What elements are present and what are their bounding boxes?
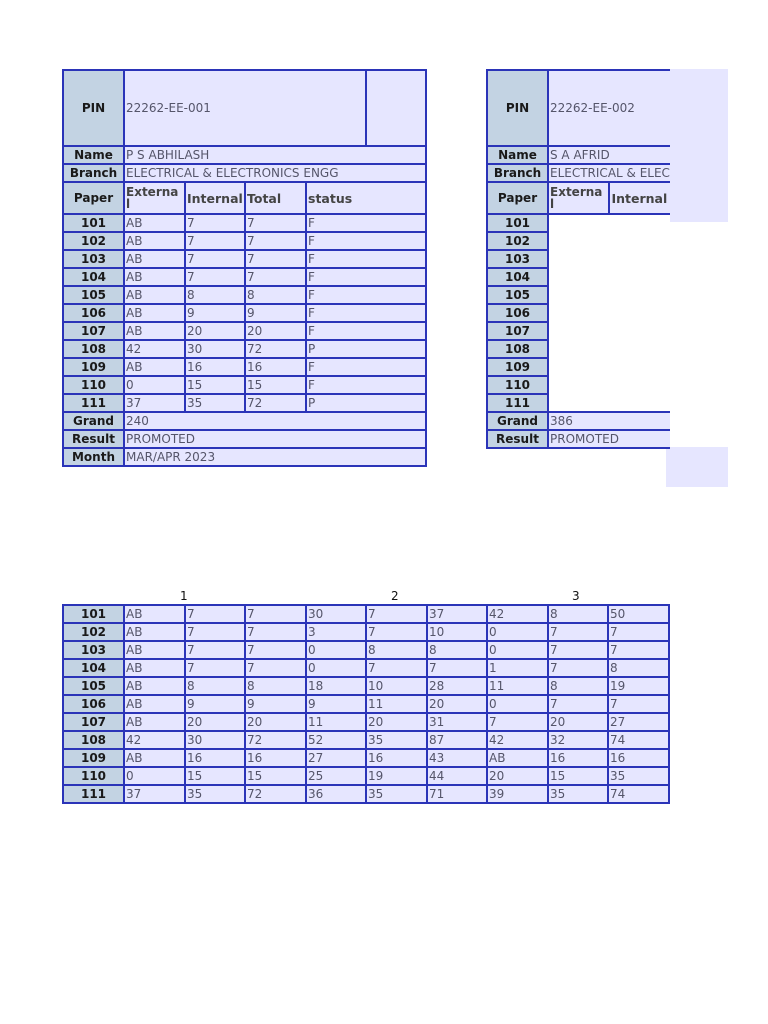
external-mark: AB — [124, 286, 185, 304]
total-mark: 15 — [245, 376, 306, 394]
paper-header: Paper — [63, 182, 124, 214]
mark-cell: 44 — [427, 767, 487, 785]
status-value: F — [306, 376, 426, 394]
mark-cell: AB — [124, 749, 185, 767]
mark-cell: AB — [124, 659, 185, 677]
mark-cell: AB — [124, 713, 185, 731]
mark-cell: 7 — [245, 659, 306, 677]
mark-row — [63, 286, 426, 304]
result-value: PROMOTED — [124, 430, 426, 448]
paper-code: 110 — [63, 376, 124, 394]
mark-cell: 7 — [548, 659, 608, 677]
mark-row — [63, 304, 426, 322]
mark-cell: 27 — [608, 713, 669, 731]
pin-row — [63, 70, 426, 146]
external-mark: 0 — [124, 376, 185, 394]
mark-row — [487, 214, 670, 232]
mark-cell: AB — [124, 695, 185, 713]
internal-mark: 7 — [185, 250, 245, 268]
paper-code: 105 — [63, 286, 124, 304]
summary-row — [63, 785, 669, 803]
mark-cell: 20 — [427, 695, 487, 713]
mark-cell: 19 — [366, 767, 427, 785]
total-mark: 16 — [245, 358, 306, 376]
mark-cell: 37 — [124, 785, 185, 803]
mark-cell: 28 — [427, 677, 487, 695]
branch-row — [63, 164, 426, 182]
total-mark: 72 — [245, 394, 306, 412]
paper-code: 102 — [487, 232, 548, 250]
paper-code: 108 — [63, 340, 124, 358]
internal-header: Internal — [185, 182, 245, 214]
mark-cell: 0 — [124, 767, 185, 785]
internal-mark: 8 — [185, 286, 245, 304]
summary-row — [63, 677, 669, 695]
grand-label: Grand — [63, 412, 124, 430]
mark-cell: 0 — [306, 641, 366, 659]
mark-cell: AB — [124, 641, 185, 659]
mark-cell: 72 — [245, 731, 306, 749]
mark-cell: 52 — [306, 731, 366, 749]
mark-cell: 20 — [487, 767, 548, 785]
mark-cell: 43 — [427, 749, 487, 767]
external-mark: 37 — [124, 394, 185, 412]
external-header: Externa l — [124, 182, 185, 214]
mark-cell: 42 — [124, 731, 185, 749]
paper-code: 111 — [63, 394, 124, 412]
paper-code: 102 — [63, 623, 124, 641]
external-mark: AB — [124, 232, 185, 250]
branch-label: Branch — [487, 164, 548, 182]
summary-row — [63, 659, 669, 677]
card2-header-fill — [666, 69, 728, 222]
internal-mark: 20 — [185, 322, 245, 340]
internal-mark: 7 — [185, 232, 245, 250]
mark-cell: 9 — [245, 695, 306, 713]
mark-cell: 8 — [366, 641, 427, 659]
internal-mark: 7 — [185, 268, 245, 286]
summary-row — [63, 641, 669, 659]
column-header-row — [63, 182, 426, 214]
paper-code: 110 — [63, 767, 124, 785]
mark-cell: 7 — [548, 623, 608, 641]
paper-code: 105 — [63, 677, 124, 695]
status-value: F — [306, 304, 426, 322]
mark-cell: 15 — [548, 767, 608, 785]
mark-cell: 7 — [366, 605, 427, 623]
mark-cell: 16 — [608, 749, 669, 767]
paper-code: 111 — [487, 394, 548, 412]
total-mark: 8 — [245, 286, 306, 304]
mark-cell: 35 — [608, 767, 669, 785]
status-value: F — [306, 268, 426, 286]
mark-cell: 35 — [548, 785, 608, 803]
paper-code: 101 — [63, 214, 124, 232]
mark-cell: 7 — [427, 659, 487, 677]
result-row — [63, 430, 426, 448]
external-mark: AB — [124, 358, 185, 376]
external-mark: 42 — [124, 340, 185, 358]
pin-label: PIN — [487, 70, 548, 146]
blank-marks-area — [548, 214, 670, 412]
mark-cell: 10 — [427, 623, 487, 641]
mark-cell: AB — [124, 677, 185, 695]
mark-cell: 20 — [245, 713, 306, 731]
grand-value: 386 — [548, 412, 670, 430]
paper-code: 104 — [63, 268, 124, 286]
mark-cell: 42 — [487, 605, 548, 623]
paper-code: 109 — [63, 749, 124, 767]
name-value: S A AFRID — [548, 146, 670, 164]
mark-cell: 30 — [306, 605, 366, 623]
paper-code: 104 — [487, 268, 548, 286]
result-card-2 — [486, 69, 670, 449]
mark-cell: 9 — [185, 695, 245, 713]
mark-cell: 42 — [487, 731, 548, 749]
status-value: F — [306, 358, 426, 376]
mark-cell: 35 — [185, 785, 245, 803]
mark-cell: 0 — [487, 641, 548, 659]
paper-code: 109 — [63, 358, 124, 376]
paper-code: 102 — [63, 232, 124, 250]
mark-cell: 74 — [608, 731, 669, 749]
paper-code: 107 — [487, 322, 548, 340]
mark-cell: 7 — [185, 641, 245, 659]
total-mark: 7 — [245, 214, 306, 232]
pin-blank-cell — [366, 70, 426, 146]
name-label: Name — [63, 146, 124, 164]
mark-cell: 35 — [366, 785, 427, 803]
mark-cell: 0 — [487, 695, 548, 713]
paper-code: 105 — [487, 286, 548, 304]
internal-mark: 7 — [185, 214, 245, 232]
status-value: F — [306, 322, 426, 340]
summary-row — [63, 713, 669, 731]
paper-code: 103 — [63, 641, 124, 659]
branch-value: ELECTRICAL & ELEC — [548, 164, 670, 182]
mark-row — [63, 250, 426, 268]
mark-cell: 16 — [245, 749, 306, 767]
internal-mark: 35 — [185, 394, 245, 412]
pin-value: 22262-EE-001 — [124, 70, 366, 146]
paper-code: 110 — [487, 376, 548, 394]
internal-mark: 15 — [185, 376, 245, 394]
pin-value: 22262-EE-002 — [548, 70, 670, 146]
result-label: Result — [63, 430, 124, 448]
month-value: MAR/APR 2023 — [124, 448, 426, 466]
mark-cell: 8 — [608, 659, 669, 677]
total-mark: 72 — [245, 340, 306, 358]
mark-row — [63, 340, 426, 358]
mark-cell: 8 — [185, 677, 245, 695]
status-value: F — [306, 214, 426, 232]
result-card-1 — [62, 69, 427, 467]
total-mark: 7 — [245, 268, 306, 286]
mark-cell: 87 — [427, 731, 487, 749]
paper-code: 106 — [487, 304, 548, 322]
mark-cell: 11 — [366, 695, 427, 713]
mark-cell: 7 — [366, 659, 427, 677]
paper-code: 111 — [63, 785, 124, 803]
status-value: F — [306, 232, 426, 250]
paper-code: 106 — [63, 304, 124, 322]
total-mark: 7 — [245, 232, 306, 250]
paper-code: 107 — [63, 322, 124, 340]
external-mark: AB — [124, 304, 185, 322]
total-mark: 7 — [245, 250, 306, 268]
external-mark: AB — [124, 214, 185, 232]
mark-row — [63, 214, 426, 232]
external-header: Externa l — [548, 182, 609, 214]
mark-cell: AB — [124, 623, 185, 641]
branch-label: Branch — [63, 164, 124, 182]
external-mark: AB — [124, 250, 185, 268]
internal-header: Internal — [609, 182, 669, 214]
mark-cell: 8 — [245, 677, 306, 695]
mark-row — [63, 394, 426, 412]
mark-cell: AB — [124, 605, 185, 623]
summary-row — [63, 749, 669, 767]
mark-cell: 11 — [306, 713, 366, 731]
mark-cell: 35 — [366, 731, 427, 749]
status-value: P — [306, 340, 426, 358]
mark-cell: 7 — [608, 623, 669, 641]
mark-cell: 11 — [487, 677, 548, 695]
mark-cell: 15 — [185, 767, 245, 785]
mark-cell: 37 — [427, 605, 487, 623]
result-label: Result — [487, 430, 548, 448]
paper-code: 101 — [63, 605, 124, 623]
status-value: P — [306, 394, 426, 412]
mark-cell: 9 — [306, 695, 366, 713]
paper-code: 108 — [487, 340, 548, 358]
total-header: Total — [245, 182, 306, 214]
paper-code: 109 — [487, 358, 548, 376]
group-number-2: 2 — [391, 589, 399, 603]
mark-cell: 30 — [185, 731, 245, 749]
mark-cell: 20 — [366, 713, 427, 731]
status-value: F — [306, 286, 426, 304]
status-value: F — [306, 250, 426, 268]
mark-cell: 7 — [185, 659, 245, 677]
mark-cell: 10 — [366, 677, 427, 695]
summary-row — [63, 605, 669, 623]
name-row — [63, 146, 426, 164]
paper-code: 108 — [63, 731, 124, 749]
summary-row — [63, 695, 669, 713]
branch-value: ELECTRICAL & ELECTRONICS ENGG — [124, 164, 426, 182]
mark-row — [63, 322, 426, 340]
mark-cell: 36 — [306, 785, 366, 803]
mark-cell: AB — [487, 749, 548, 767]
mark-cell: 25 — [306, 767, 366, 785]
summary-row — [63, 731, 669, 749]
branch-row — [487, 164, 670, 182]
mark-cell: 7 — [185, 605, 245, 623]
paper-code: 101 — [487, 214, 548, 232]
mark-cell: 7 — [245, 641, 306, 659]
mark-row — [63, 358, 426, 376]
grand-row — [63, 412, 426, 430]
group-number-1: 1 — [180, 589, 188, 603]
summary-body — [63, 605, 669, 803]
external-mark: AB — [124, 322, 185, 340]
name-value: P S ABHILASH — [124, 146, 426, 164]
mark-cell: 7 — [487, 713, 548, 731]
mark-cell: 74 — [608, 785, 669, 803]
status-header: status — [306, 182, 426, 214]
mark-cell: 16 — [185, 749, 245, 767]
mark-cell: 50 — [608, 605, 669, 623]
paper-header: Paper — [487, 182, 548, 214]
mark-cell: 72 — [245, 785, 306, 803]
grand-label: Grand — [487, 412, 548, 430]
mark-cell: 19 — [608, 677, 669, 695]
internal-mark: 16 — [185, 358, 245, 376]
mark-cell: 3 — [306, 623, 366, 641]
paper-code: 107 — [63, 713, 124, 731]
mark-cell: 7 — [185, 623, 245, 641]
paper-code: 103 — [487, 250, 548, 268]
card1-body — [63, 70, 426, 466]
pin-row — [487, 70, 670, 146]
summary-row — [63, 623, 669, 641]
grand-row — [487, 412, 670, 430]
internal-mark: 30 — [185, 340, 245, 358]
result-value: PROMOTED — [548, 430, 670, 448]
pin-label: PIN — [63, 70, 124, 146]
mark-row — [63, 268, 426, 286]
column-header-row — [487, 182, 670, 214]
mark-row — [63, 232, 426, 250]
total-mark: 9 — [245, 304, 306, 322]
paper-code: 103 — [63, 250, 124, 268]
paper-code: 106 — [63, 695, 124, 713]
mark-cell: 39 — [487, 785, 548, 803]
mark-cell: 7 — [608, 641, 669, 659]
mark-cell: 7 — [245, 605, 306, 623]
mark-cell: 20 — [548, 713, 608, 731]
mark-cell: 0 — [487, 623, 548, 641]
mark-row — [63, 376, 426, 394]
name-row — [487, 146, 670, 164]
card2-footer-fill — [666, 447, 728, 487]
mark-cell: 7 — [608, 695, 669, 713]
mark-cell: 15 — [245, 767, 306, 785]
mark-cell: 7 — [548, 695, 608, 713]
mark-cell: 7 — [366, 623, 427, 641]
internal-mark: 9 — [185, 304, 245, 322]
mark-cell: 8 — [427, 641, 487, 659]
month-row — [63, 448, 426, 466]
mark-cell: 16 — [548, 749, 608, 767]
mark-cell: 7 — [548, 641, 608, 659]
summary-row — [63, 767, 669, 785]
mark-cell: 16 — [366, 749, 427, 767]
paper-code: 104 — [63, 659, 124, 677]
mark-cell: 8 — [548, 605, 608, 623]
mark-cell: 1 — [487, 659, 548, 677]
mark-cell: 27 — [306, 749, 366, 767]
mark-cell: 8 — [548, 677, 608, 695]
mark-cell: 7 — [245, 623, 306, 641]
total-mark: 20 — [245, 322, 306, 340]
result-row — [487, 430, 670, 448]
group-number-3: 3 — [572, 589, 580, 603]
mark-cell: 32 — [548, 731, 608, 749]
card2-body — [487, 70, 670, 448]
mark-cell: 20 — [185, 713, 245, 731]
mark-cell: 18 — [306, 677, 366, 695]
name-label: Name — [487, 146, 548, 164]
mark-cell: 71 — [427, 785, 487, 803]
mark-cell: 0 — [306, 659, 366, 677]
summary-marks-table — [62, 604, 670, 804]
grand-value: 240 — [124, 412, 426, 430]
external-mark: AB — [124, 268, 185, 286]
month-label: Month — [63, 448, 124, 466]
mark-cell: 31 — [427, 713, 487, 731]
